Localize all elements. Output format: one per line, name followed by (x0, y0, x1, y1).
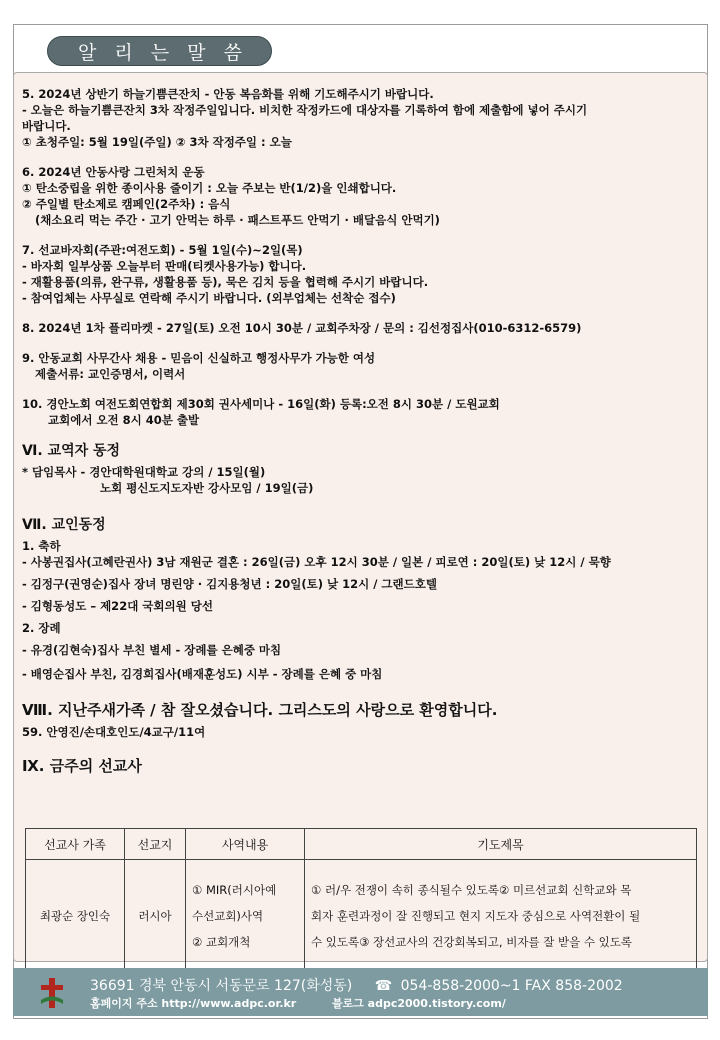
funeral-line: - 배영순집사 부친, 김경희집사(배재훈성도) 시부 - 장례를 은혜 중 마침 (22, 667, 383, 681)
missionary-work-cell (186, 860, 305, 973)
notice-line: 8. 2024년 1차 플리마켓 - 27일(토) 오전 10시 30분 / 교회주차장 / 문의 : 김선정집사(010-6312-6579) (22, 321, 582, 335)
notice-line: 교회에서 오전 8시 40분 출발 (48, 413, 200, 427)
pastor-news-line: 노회 평신도지도자반 강사모임 / 19일(금) (100, 481, 314, 495)
footer-phone: 054-858-2000~1 FAX 858-2002 (400, 978, 623, 994)
pastor-news-line: * 담임목사 - 경안대학원대학교 강의 / 15일(월) (22, 465, 266, 479)
notice-item-6 (22, 164, 692, 228)
phone-icon: ☎ (374, 978, 393, 994)
footer-web-line (90, 995, 506, 1011)
church-logo-icon (38, 976, 66, 1010)
table-header: 사역내용 (186, 829, 305, 860)
table-header-row (26, 829, 697, 860)
section-heading-member-news: Ⅶ. 교인동정 (22, 517, 106, 533)
prayer-line: 회자 훈련과정이 잘 진행되고 현지 지도자 중심으로 사역전환이 될 (311, 909, 641, 923)
table-header: 선교지 (125, 829, 186, 860)
notice-line: ① 초청주일: 5월 19일(주일) ② 3차 작정주일 : 오늘 (22, 135, 292, 149)
congrats-line: - 사봉권집사(고혜란권사) 3남 재원군 결혼 : 26일(금) 오후 12시 30분 / 일본 / 피로연 : 20일(토) 낮 12시 / 묵향 (22, 555, 611, 569)
notice-line: - 바자회 일부상품 오늘부터 판매(티켓사용가능) 합니다. (22, 259, 307, 273)
notice-line: 5. 2024년 상반기 하늘기쁨큰잔치 - 안동 복음화를 위해 기도해주시기 바랍니다. (22, 87, 434, 101)
table-row (26, 860, 697, 973)
notice-item-9 (22, 350, 692, 382)
notice-line: 9. 안동교회 사무간사 채용 - 믿음이 신실하고 행정사무가 가능한 여성 (22, 351, 376, 365)
notice-line: 10. 경안노회 여전도회연합회 제30회 권사세미나 - 16일(화) 등록:오전 8시 30분 / 도원교회 (22, 397, 500, 411)
notice-line: 바랍니다. (22, 119, 71, 133)
footer-homepage-link[interactable]: 홈페이지 주소 http://www.adpc.or.kr (90, 997, 297, 1010)
missionary-family-cell: 최광순 장인숙 (26, 860, 125, 973)
page-title: 알 리 는 말 씀 (47, 36, 272, 66)
subheading-congrats: 1. 축하 (22, 539, 61, 553)
congrats-line: - 김형동성도 – 제22대 국회의원 당선 (22, 599, 213, 613)
notice-line: (채소요리 먹는 주간 · 고기 안먹는 하루 · 패스트푸드 안먹기 · 배달음식 안먹기) (35, 213, 440, 227)
missionary-place-cell: 러시아 (125, 860, 186, 973)
footer-address: 36691 경북 안동시 서동문로 127(화성동) (90, 978, 353, 994)
notice-item-10 (22, 396, 692, 428)
prayer-line: 수 있도록③ 장선교사의 건강회복되고, 비자를 잘 받을 수 있도록 (311, 935, 632, 949)
notice-content (22, 86, 692, 780)
notice-item-5 (22, 86, 692, 150)
footer-contact-line (90, 975, 623, 995)
new-family-line: 59. 안영진/손대호인도/4교구/11여 (22, 725, 206, 739)
section-heading-missionary: Ⅸ. 금주의 선교사 (22, 757, 142, 775)
congrats-line: - 김정구(권영순)집사 장녀 명린양 · 김지용청년 : 20일(토) 낮 12시 / 그랜드호텔 (22, 577, 437, 591)
section-heading-new-family: Ⅷ. 지난주새가족 / 참 잘오셨습니다. 그리스도의 사랑으로 환영합니다. (22, 701, 498, 719)
notice-line: 제출서류: 교인증명서, 이력서 (35, 367, 186, 381)
missionary-prayer-cell (305, 860, 697, 973)
notice-line: ② 주일별 탄소제로 캠페인(2주차) : 음식 (22, 197, 231, 211)
subheading-funeral: 2. 장례 (22, 621, 61, 635)
notice-item-7 (22, 242, 692, 306)
notice-item-8 (22, 320, 692, 336)
table-header: 선교사 가족 (26, 829, 125, 860)
notice-line: - 참여업체는 사무실로 연락해 주시기 바랍니다. (외부업체는 선착순 접수) (22, 291, 396, 305)
notice-line: - 재활용품(의류, 완구류, 생활용품 등), 묵은 김치 등을 협력해 주시기 바랍니다. (22, 275, 429, 289)
table-header: 기도제목 (305, 829, 697, 860)
notice-line: 6. 2024년 안동사랑 그린처치 운동 (22, 165, 205, 179)
work-line: ① MIR(러시아예 (192, 883, 277, 897)
missionary-table (25, 828, 697, 973)
prayer-line: ① 러/우 전쟁이 속히 종식될수 있도록② 미르선교회 신학교와 목 (311, 883, 632, 897)
work-line: 수선교회)사역 (192, 909, 264, 923)
notice-line: ① 탄소중립을 위한 종이사용 줄이기 : 오늘 주보는 반(1/2)을 인쇄합니다. (22, 181, 397, 195)
notice-line: 7. 선교바자회(주관:여전도회) - 5월 1일(수)~2일(목) (22, 243, 303, 257)
section-heading-pastor-news: Ⅵ. 교역자 동정 (22, 443, 121, 459)
footer-blog-link[interactable]: 블로그 adpc2000.tistory.com/ (331, 997, 506, 1010)
notice-line: - 오늘은 하늘기쁨큰잔치 3차 작정주일입니다. 비치한 작정카드에 대상자를 기록하여 함에 제출함에 넣어 주시기 (22, 103, 588, 117)
work-line: ② 교회개척 (192, 935, 251, 949)
funeral-line: - 유경(김현숙)집사 부친 별세 - 장례를 은혜중 마침 (22, 643, 282, 657)
